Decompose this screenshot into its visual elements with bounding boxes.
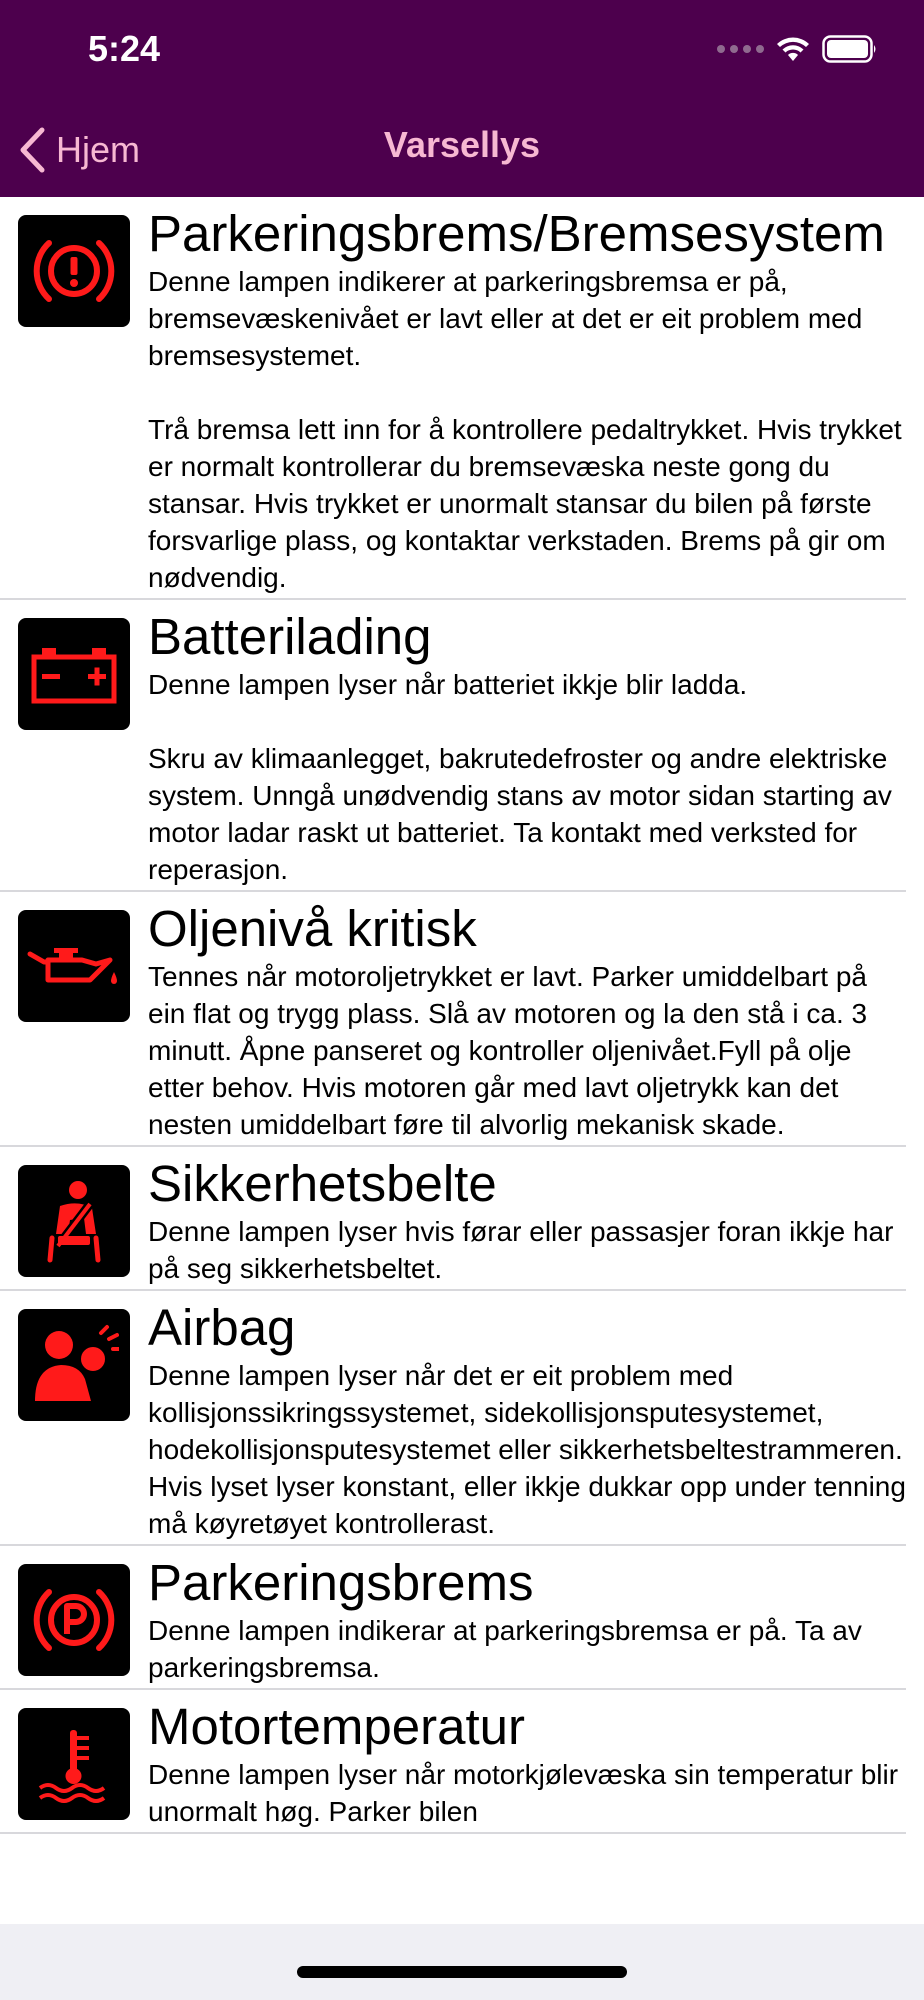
navigation-bar [0, 0, 924, 197]
warning-title: Sikkerhetsbelte [148, 1155, 497, 1212]
warning-description: Denne lampen lyser når motorkjølevæska sin temperatur blir unormalt høg. Parker bilen [148, 1759, 899, 1827]
airbag-icon [29, 1323, 119, 1407]
page-title: Varsellys [383, 124, 541, 165]
home-indicator[interactable] [297, 1966, 627, 1978]
icon-tile [18, 1165, 130, 1277]
seatbelt-icon [34, 1176, 114, 1266]
back-label: Hjem [56, 129, 141, 170]
warning-title: Motortemperatur [148, 1698, 525, 1755]
warning-description: Denne lampen lyser hvis førar eller passasjer foran ikkje har på seg sikkerhetsbeltet. [148, 1216, 894, 1284]
list-item[interactable] [0, 892, 924, 1147]
battery-icon [28, 643, 120, 705]
oil-can-icon [26, 936, 122, 996]
coolant-temperature-icon [32, 1722, 116, 1806]
icon-tile [18, 1708, 130, 1820]
warning-description: Denne lampen indikerar at parkeringsbremsa er på. Ta av parkeringsbremsa. [148, 1615, 862, 1683]
signal-icon [717, 45, 764, 53]
warning-list [0, 197, 924, 1924]
status-icons [717, 34, 878, 64]
list-item[interactable] [0, 1690, 924, 1834]
warning-title: Airbag [148, 1299, 296, 1356]
icon-tile [18, 215, 130, 327]
warning-title: Parkeringsbrems/Bremsesystem [148, 205, 885, 262]
warning-title: Oljenivå kritisk [148, 900, 477, 957]
status-time: 5:24 [88, 28, 161, 69]
list-item[interactable] [0, 197, 924, 600]
list-item[interactable] [0, 1291, 924, 1546]
brake-system-icon [29, 233, 119, 309]
parking-brake-icon [29, 1582, 119, 1658]
warning-description: Denne lampen indikerer at parkeringsbremsa er på, bremsevæskenivået er lavt eller at det er eit problem med bremsesystemet. Trå bremsa lett inn for å kontrollere pedaltrykket. Hvis trykket er normalt kontrollerar du bremsevæska neste gong du stansar. Hvis trykket er unormalt stansar du bilen på første forsvarlige plass, og kontaktar verkstaden. Brems på gir om nødvendig. [148, 266, 902, 593]
icon-tile [18, 910, 130, 1022]
list-item[interactable] [0, 600, 924, 892]
icon-tile [18, 1564, 130, 1676]
warning-title: Batterilading [148, 608, 432, 665]
battery-status-icon [822, 35, 878, 63]
warning-title: Parkeringsbrems [148, 1554, 534, 1611]
warning-description: Denne lampen lyser når det er eit problem med kollisjonssikringssystemet, sidekollisjonsputesystemet, hodekollisjonsputesystemet eller sikkerhetsbeltestrammeren. Hvis lyset lyser konstant, eller ikkje dukkar opp under tenning må køyretøyet kontrollerast. [148, 1360, 906, 1539]
list-item[interactable] [0, 1147, 924, 1291]
icon-tile [18, 1309, 130, 1421]
icon-tile [18, 618, 130, 730]
list-item[interactable] [0, 1546, 924, 1690]
wifi-icon [776, 36, 810, 62]
warning-description: Tennes når motoroljetrykket er lavt. Parker umiddelbart på ein flat og trygg plass. Slå av motoren og la den stå i ca. 3 minutt. Åpne panseret og kontroller oljenivået.Fyll på olje etter behov. Hvis motoren går med lavt oljetrykk kan det nesten umiddelbart føre til alvorlig mekanisk skade. [148, 961, 868, 1140]
warning-description: Denne lampen lyser når batteriet ikkje blir ladda. Skru av klimaanlegget, bakrutedefroster og andre elektriske system. Unngå unødvendig stans av motor sidan starting av motor ladar raskt ut batteriet. Ta kontakt med verksted for reperasjon. [148, 669, 892, 885]
